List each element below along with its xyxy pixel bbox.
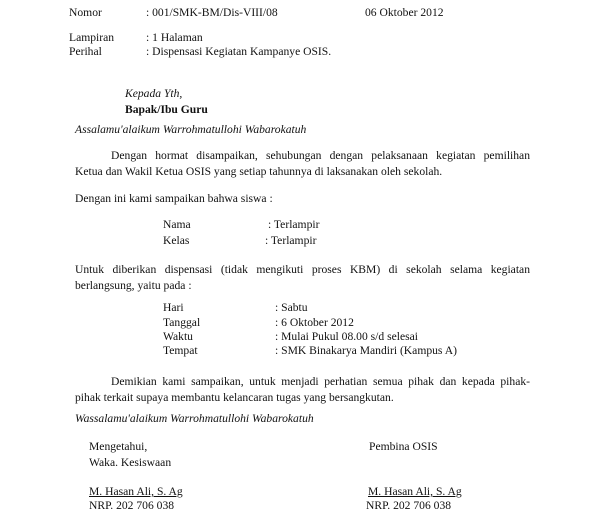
schedule-waktu-value: : Mulai Pukul 08.00 s/d selesai	[275, 330, 418, 343]
students-intro: Dengan ini kami sampaikan bahwa siswa :	[75, 192, 273, 205]
schedule-waktu-label: Waktu	[163, 330, 193, 343]
students-nama-label: Nama	[163, 218, 191, 231]
nomor-label: Nomor	[69, 6, 102, 19]
students-nama-value: : Terlampir	[268, 218, 320, 231]
perihal-label: Perihal	[69, 45, 102, 58]
closing-line-1: Demikian kami sampaikan, untuk menjadi perhatian semua pihak dan kepada pihak-	[111, 375, 530, 388]
schedule-tempat-value: : SMK Binakarya Mandiri (Kampus A)	[275, 344, 457, 357]
dispensation-line-2: berlangsung, yaitu pada :	[75, 279, 192, 292]
closing-line-2: pihak terkait supaya membantu kelancaran tugas yang bersangkutan.	[75, 391, 394, 404]
recipient-name: Bapak/Ibu Guru	[125, 103, 208, 116]
perihal-value: : Dispensasi Kegiatan Kampanye OSIS.	[146, 45, 332, 58]
dispensation-line-1: Untuk diberikan dispensasi (tidak mengikuti proses KBM) di sekolah selama kegiatan	[75, 263, 530, 276]
recipient-kepada: Kepada Yth,	[125, 87, 183, 100]
intro-paragraph	[75, 148, 530, 180]
signature-left-line-2: Waka. Kesiswaan	[89, 456, 172, 469]
signature-left-line-1: Mengetahui,	[89, 440, 148, 453]
lampiran-label: Lampiran	[69, 31, 115, 44]
signature-left-name: M. Hasan Ali, S. Ag	[89, 485, 183, 498]
schedule-tanggal-label: Tanggal	[163, 316, 201, 329]
farewell: Wassalamu'alaikum Warrohmatullohi Wabarokatuh	[75, 412, 314, 425]
intro-line-2: Ketua dan Wakil Ketua OSIS yang setiap tahunnya di laksanakan oleh sekolah.	[75, 165, 443, 178]
schedule-hari-value: : Sabtu	[275, 301, 308, 314]
students-kelas-label: Kelas	[163, 234, 190, 247]
nomor-value: : 001/SMK-BM/Dis-VIII/08	[146, 6, 278, 19]
signature-right-title: Pembina OSIS	[369, 440, 438, 453]
letter-date: 06 Oktober 2012	[365, 6, 444, 19]
signature-left-nrp: NRP. 202 706 038	[89, 499, 175, 512]
greeting: Assalamu'alaikum Warrohmatullohi Wabarokatuh	[75, 123, 307, 136]
schedule-hari-label: Hari	[163, 301, 184, 314]
intro-line-1: Dengan hormat disampaikan, sehubungan dengan pelaksanaan kegiatan pemilihan	[111, 149, 530, 162]
students-kelas-value: : Terlampir	[265, 234, 317, 247]
signature-right-name: M. Hasan Ali, S. Ag	[368, 485, 462, 498]
dispensation-paragraph	[75, 262, 530, 294]
signature-right-nrp: NRP. 202 706 038	[366, 499, 452, 512]
lampiran-value: : 1 Halaman	[146, 31, 203, 44]
closing-paragraph	[75, 374, 530, 406]
schedule-tempat-label: Tempat	[163, 344, 198, 357]
schedule-tanggal-value: : 6 Oktober 2012	[275, 316, 354, 329]
